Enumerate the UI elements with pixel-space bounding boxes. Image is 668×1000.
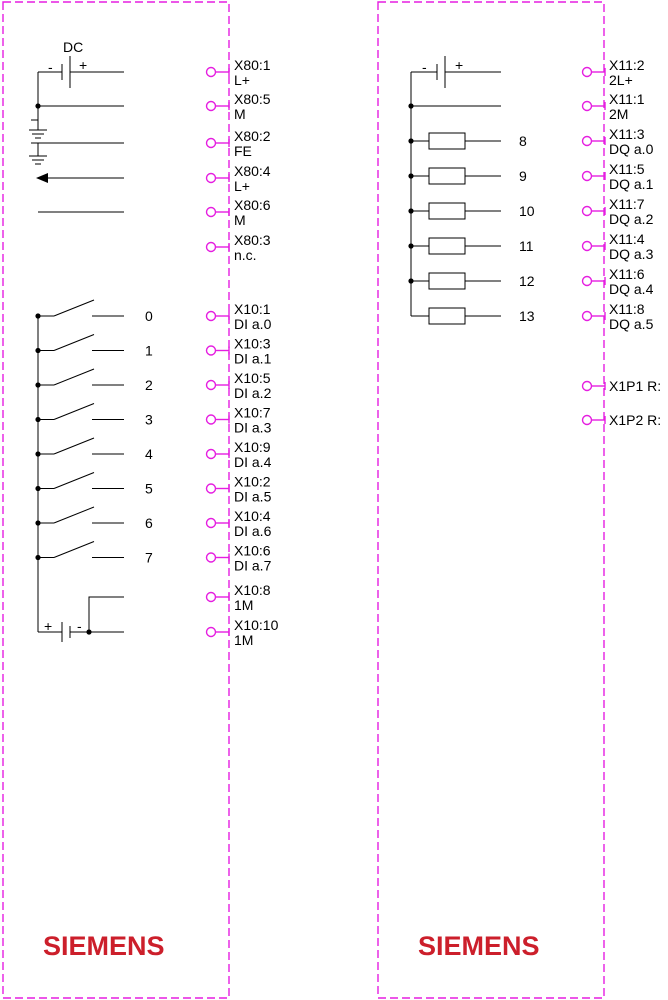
terminal-id: X80:5	[234, 91, 271, 107]
terminal-id: X11:2	[609, 57, 645, 73]
terminal-id: X11:5	[609, 161, 645, 177]
terminal-id: X80:2	[234, 128, 271, 144]
arrow-x80-4	[36, 173, 48, 183]
terminal-X10-1	[207, 312, 216, 321]
terminal-id: X11:4	[609, 231, 645, 247]
terminal-id: X80:4	[234, 163, 271, 179]
terminal-signal: L+	[234, 178, 250, 194]
terminal-signal: DQ a.1	[609, 176, 654, 192]
terminal-signal: 2M	[609, 106, 629, 122]
load-box	[429, 168, 465, 184]
terminal-id: X11:1	[609, 91, 645, 107]
terminal-signal: L+	[234, 72, 250, 88]
dc-plus-sign: +	[79, 57, 88, 73]
terminal-id: X11:8	[609, 301, 645, 317]
load-box	[429, 308, 465, 324]
terminal-X80-6	[207, 208, 216, 217]
switch-blade	[54, 473, 94, 489]
output-channel-number: 12	[519, 273, 535, 289]
switch-blade	[54, 438, 94, 454]
input-channel-number: 6	[145, 515, 153, 531]
dc-label: DC	[63, 39, 84, 55]
switch-blade	[54, 335, 94, 351]
input-channel-number: 5	[145, 480, 153, 497]
terminal-signal: M	[234, 106, 246, 122]
switch-blade	[54, 404, 94, 420]
terminal-X10-8	[207, 593, 216, 602]
brand-logo-left: SIEMENS	[43, 931, 165, 961]
terminal-id: X10:10	[234, 617, 279, 633]
output-channel-number: 8	[519, 133, 527, 149]
terminal-signal: DQ a.3	[609, 246, 654, 262]
terminal-signal: DI a.0	[234, 316, 272, 332]
terminal-signal: FE	[234, 143, 252, 159]
terminal-id: X10:2	[234, 473, 271, 490]
terminal-X80-5	[207, 102, 216, 111]
terminal-id: X80:3	[234, 232, 271, 248]
terminal-signal: n.c.	[234, 247, 257, 263]
terminal-X80-1	[207, 68, 216, 77]
load-box	[429, 238, 465, 254]
input-channel-number: 4	[145, 446, 153, 462]
terminal-X10-10	[207, 628, 216, 637]
terminal-signal: DQ a.0	[609, 141, 654, 157]
dc2-minus-sign: -	[422, 59, 427, 75]
terminal-signal: 1M	[234, 597, 254, 613]
terminal-signal: DI a.4	[234, 454, 272, 470]
terminal-X10-9	[207, 450, 216, 459]
terminal-X11-7	[583, 207, 592, 216]
terminal-id: X11:6	[609, 266, 645, 282]
switch-blade	[54, 369, 94, 385]
terminal-id: X10:7	[234, 404, 271, 421]
dc-minus-sign: -	[48, 59, 53, 75]
terminal-id: X10:5	[234, 370, 271, 386]
terminal-id: X10:4	[234, 508, 271, 524]
input-channel-number: 2	[145, 377, 153, 393]
wire-x10-8	[89, 597, 124, 632]
terminal-X11-1	[583, 102, 592, 111]
input-channel-number: 1	[145, 342, 153, 359]
terminal-X10-5	[207, 381, 216, 390]
terminal-id: X10:9	[234, 439, 271, 455]
frame-right-module	[378, 2, 604, 998]
module-frames	[3, 2, 604, 998]
load-box	[429, 273, 465, 289]
terminal-id: X10:3	[234, 335, 271, 352]
terminal-signal: DI a.1	[234, 350, 272, 367]
port-terminal-2	[583, 416, 592, 425]
terminal-signal: DI a.7	[234, 557, 272, 574]
terminal-id: X10:6	[234, 542, 271, 559]
output-channel-number: 13	[519, 308, 535, 324]
terminal-signal: DI a.6	[234, 523, 272, 539]
load-box	[429, 133, 465, 149]
output-channel-number: 11	[519, 238, 534, 254]
terminal-id: X11:7	[609, 196, 645, 212]
battery-minus-sign: -	[77, 618, 82, 634]
terminal-id: X80:6	[234, 197, 271, 213]
switch-blade	[54, 300, 94, 316]
terminal-signal: M	[234, 212, 246, 228]
terminal-X11-8	[583, 312, 592, 321]
terminal-X80-2	[207, 139, 216, 148]
terminal-X11-2	[583, 68, 592, 77]
load-box	[429, 203, 465, 219]
terminal-X10-3	[207, 346, 216, 355]
switch-blade	[54, 507, 94, 523]
battery-plus-sign: +	[44, 618, 53, 634]
terminal-X11-6	[583, 277, 592, 286]
terminal-X10-2	[207, 484, 216, 493]
input-channel-number: 7	[145, 549, 153, 566]
terminal-id: X10:1	[234, 301, 271, 317]
port-label: X1P1 R:	[609, 378, 662, 394]
input-channel-number: 0	[145, 308, 153, 324]
terminal-signal: DQ a.2	[609, 211, 654, 227]
terminal-signal: 1M	[234, 632, 254, 648]
dc2-plus-sign: +	[455, 57, 464, 73]
terminal-X11-4	[583, 242, 592, 251]
terminal-signal: DQ a.4	[609, 281, 654, 297]
labels	[43, 39, 661, 961]
terminal-signal: DQ a.5	[609, 316, 654, 332]
output-channel-number: 10	[519, 203, 535, 219]
terminal-X80-3	[207, 243, 216, 252]
terminal-signal: 2L+	[609, 72, 633, 88]
output-channel-number: 9	[519, 168, 527, 184]
terminal-id: X11:3	[609, 126, 645, 142]
input-channel-number: 3	[145, 411, 153, 428]
terminal-X80-4	[207, 174, 216, 183]
terminal-signal: DI a.2	[234, 385, 272, 401]
terminal-X10-7	[207, 415, 216, 424]
terminal-X10-6	[207, 553, 216, 562]
terminal-id: X80:1	[234, 57, 271, 73]
port-terminal-1	[583, 382, 592, 391]
brand-logo-right: SIEMENS	[418, 931, 540, 961]
terminal-signal: DI a.5	[234, 488, 272, 505]
port-label: X1P2 R:	[609, 412, 662, 428]
frame-left-module	[3, 2, 229, 998]
terminal-id: X10:8	[234, 582, 271, 598]
switch-blade	[54, 542, 94, 558]
terminal-signal: DI a.3	[234, 419, 272, 436]
terminal-X10-4	[207, 519, 216, 528]
terminal-X11-5	[583, 172, 592, 181]
terminal-X11-3	[583, 137, 592, 146]
